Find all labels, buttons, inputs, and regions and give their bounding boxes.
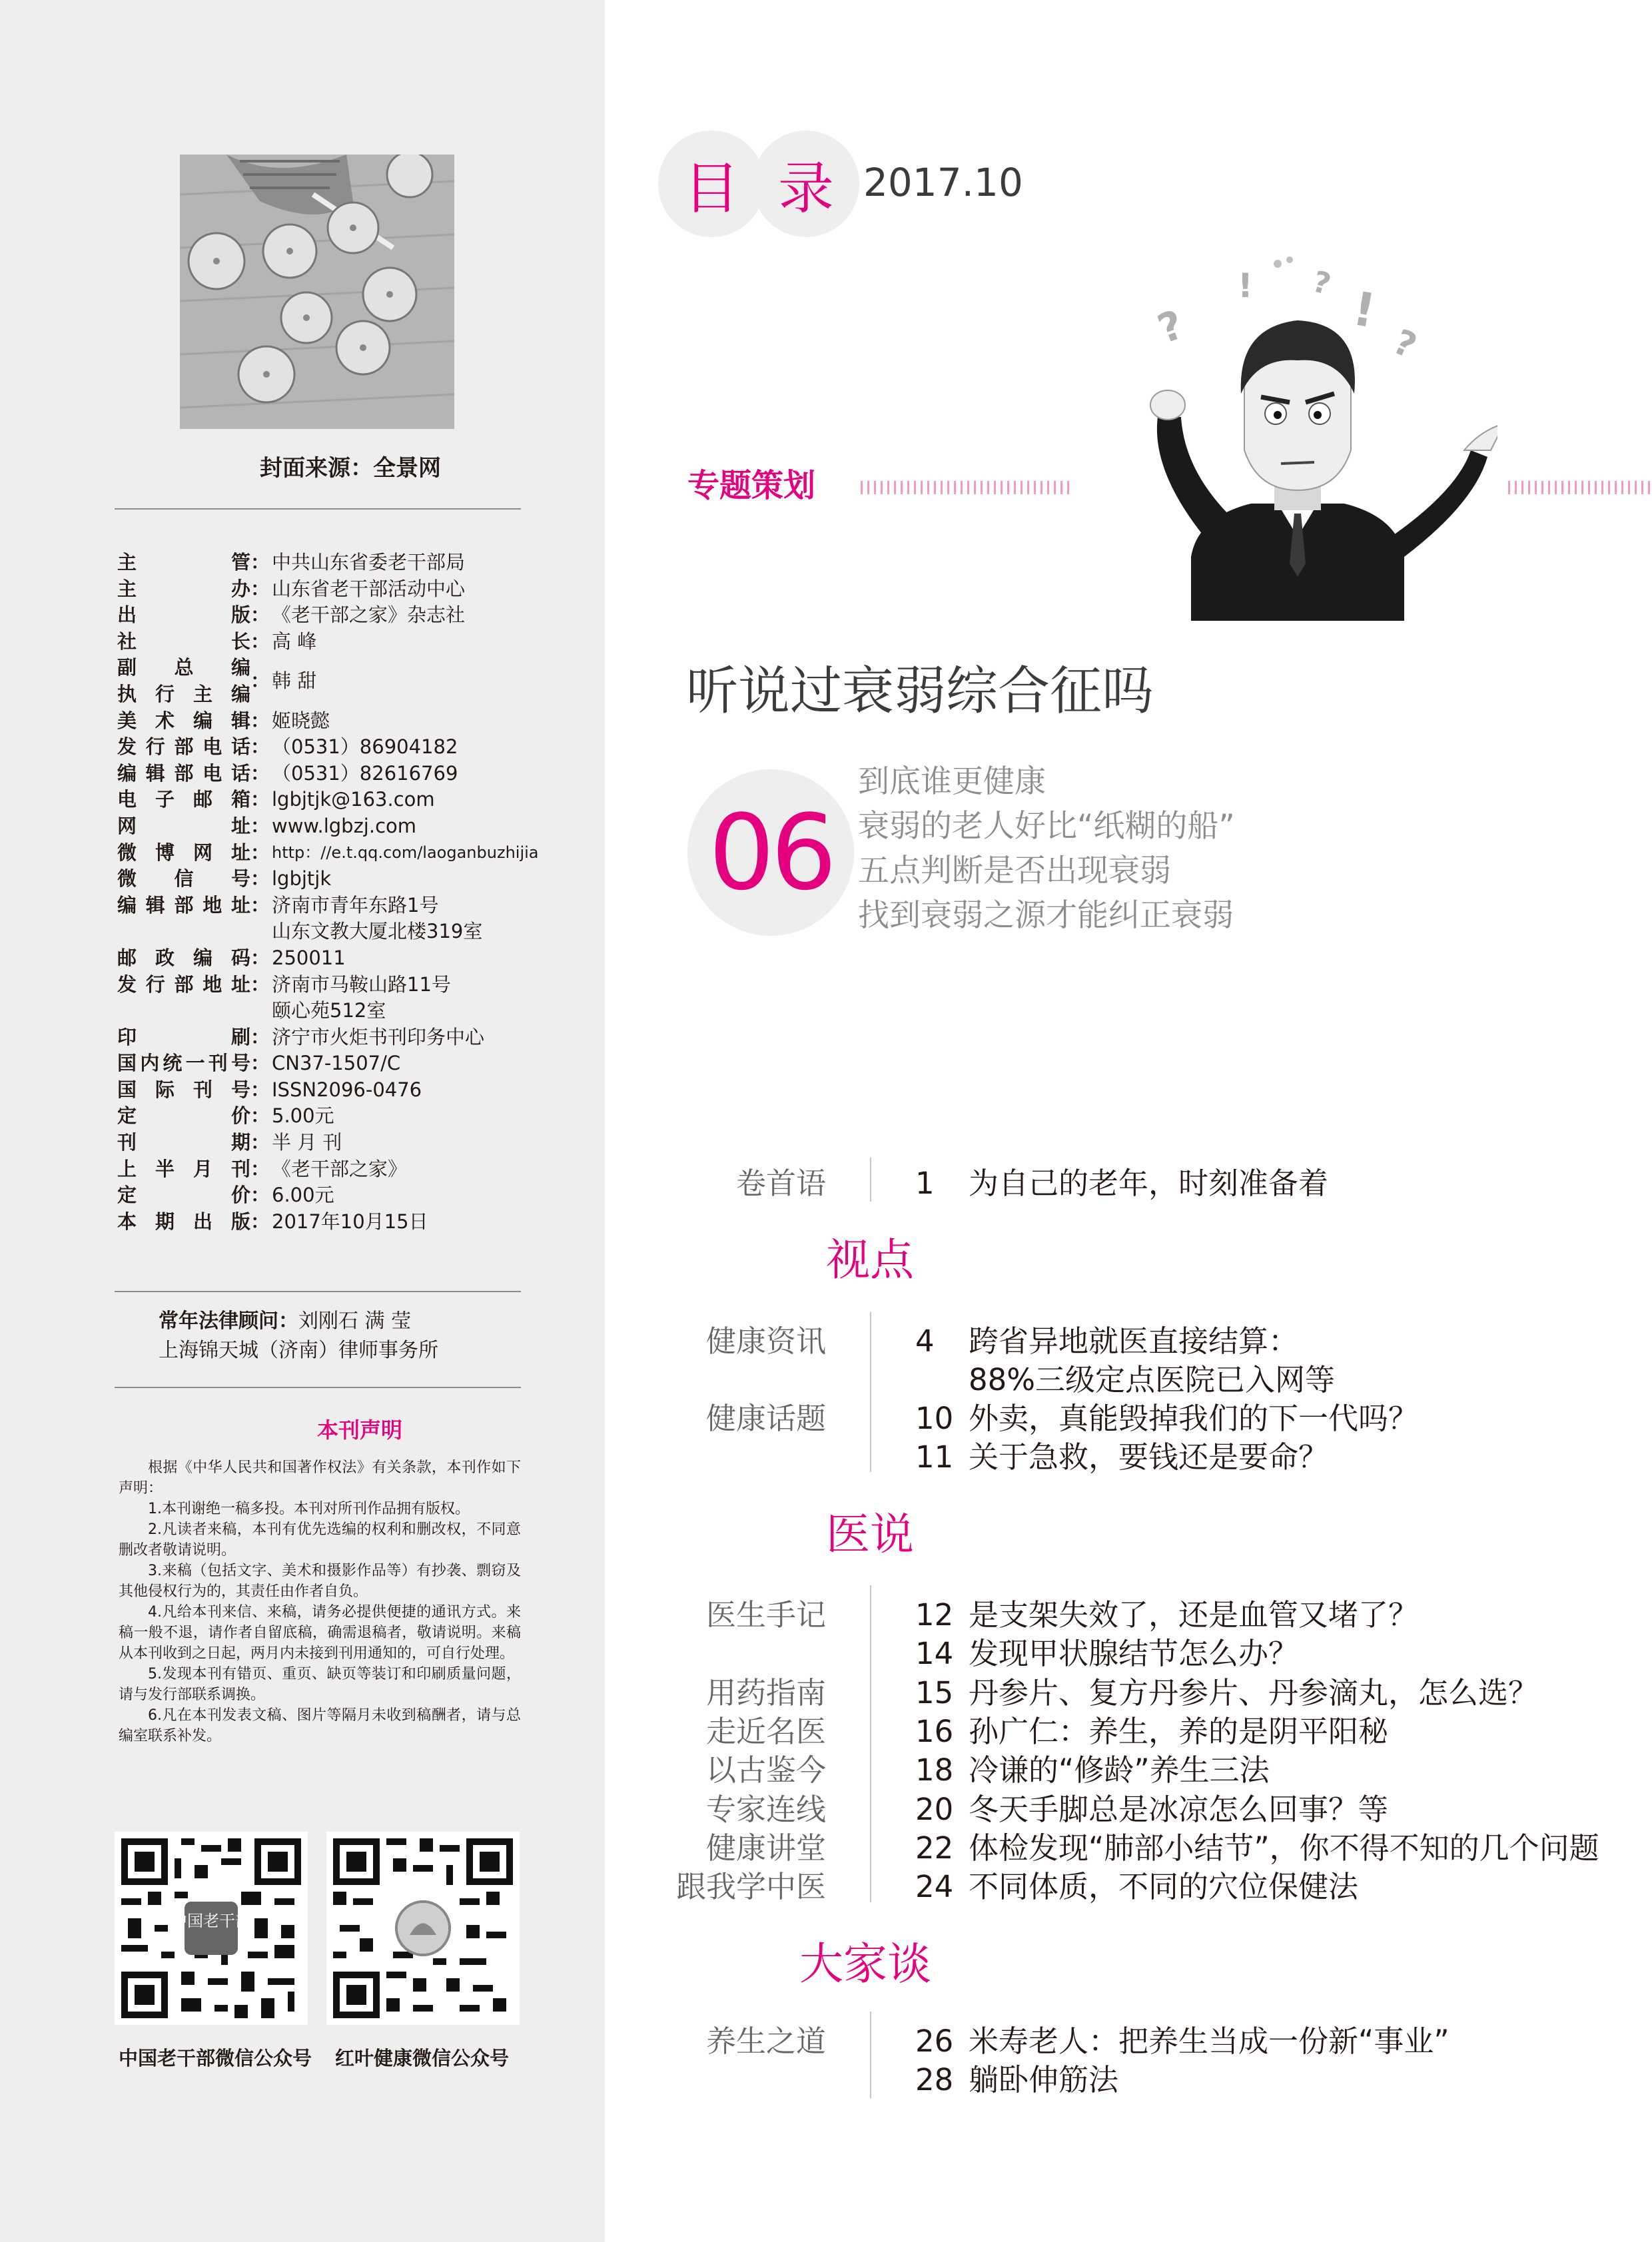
divider	[115, 508, 521, 510]
masthead-row: 印刷 ： 济宁市火炬书刊印务中心	[117, 1025, 485, 1048]
qr-logo-text: 中国老干部	[171, 1912, 251, 1930]
toc-entry[interactable]: 18 冷谦的“修龄”养生三法	[915, 1752, 1270, 1788]
masthead-row: 刊期 ： 半 月 刊	[117, 1131, 342, 1154]
legal-label: 常年法律顾问：	[159, 1309, 298, 1333]
masthead-row: 编辑部电话 ： （0531）82616769	[117, 761, 458, 785]
feature-page-number[interactable]: 06	[708, 792, 833, 913]
masthead-row: 网址 ： www.lgbzj.com	[117, 814, 417, 837]
masthead-row: 定价 ： 5.00元	[117, 1104, 334, 1128]
confused-man-illustration	[1111, 250, 1497, 621]
feature-title[interactable]: 听说过衰弱综合征吗	[686, 661, 1154, 721]
toc-entry[interactable]: 16 孙广仁：养生，养的是阴平阳秘	[915, 1714, 1389, 1749]
toc-category: 卷首语	[735, 1166, 826, 1201]
toc-category: 健康资讯	[705, 1323, 826, 1359]
masthead	[117, 550, 597, 1235]
masthead-row: 发行部地址 ： 济南市马鞍山路11号	[117, 972, 451, 996]
svg-text:!: !	[1238, 266, 1253, 305]
svg-text:?: ?	[1309, 264, 1335, 302]
svg-text:?: ?	[1387, 322, 1423, 367]
masthead-row: 美术编辑 ： 姬晓懿	[117, 709, 330, 732]
masthead-row: 副总编 执行主编 ： 韩 甜	[117, 656, 317, 705]
feature-subtopic[interactable]: 找到衰弱之源才能纠正衰弱	[858, 897, 1234, 934]
toc-entry[interactable]: 1 为自己的老年，时刻准备着	[915, 1166, 1329, 1201]
masthead-row: 编辑部地址 ： 济南市青年东路1号	[117, 893, 439, 917]
toc-category: 专家连线	[705, 1792, 826, 1827]
svg-text:?: ?	[1152, 301, 1190, 354]
toc-entry[interactable]: 22 体检发现“肺部小结节”，你不得不知的几个问题	[915, 1830, 1599, 1866]
toc-divider-line	[870, 1312, 871, 1472]
heading-circle: 目	[658, 131, 765, 237]
toc-category: 以古鉴今	[705, 1752, 826, 1788]
legal-firm: 上海锦天城（济南）律师事务所	[159, 1339, 438, 1362]
toc-entry[interactable]: 26 米寿老人：把养生当成一份新“事业”	[915, 2024, 1449, 2059]
feature-section-label: 专题策划	[687, 467, 816, 504]
toc-category: 跟我学中医	[675, 1869, 826, 1904]
sidebar	[0, 0, 605, 2242]
masthead-row: 微博网址 ： http：//e.t.qq.com/laoganbuzhijia	[117, 841, 539, 864]
notice-title: 本刊声明	[316, 1417, 402, 1443]
cover-photo	[180, 155, 454, 429]
svg-text:!: !	[1349, 280, 1380, 339]
masthead-row: 主办 ： 山东省老干部活动中心	[117, 577, 466, 600]
masthead-row: 国际刊号 ： ISSN2096-0476	[117, 1078, 422, 1101]
toc-category: 医生手记	[705, 1597, 826, 1633]
toc-category: 健康讲堂	[705, 1830, 826, 1866]
toc-category: 养生之道	[705, 2024, 826, 2059]
qr-caption: 中国老干部微信公众号	[119, 2047, 312, 2069]
toc-entry[interactable]: 11 关于急救，要钱还是要命？	[915, 1439, 1329, 1475]
masthead-row: 山东文教大厦北楼319室	[272, 920, 483, 943]
toc-entry[interactable]: 15 丹参片、复方丹参片、丹参滴丸，怎么选？	[915, 1675, 1539, 1710]
toc-entry[interactable]: 14 发现甲状腺结节怎么办？	[915, 1636, 1299, 1671]
divider	[115, 1387, 521, 1388]
feature-subtopics	[858, 759, 1235, 938]
toc-section-heading: 视点	[826, 1234, 914, 1286]
notice-body: 根据《中华人民共和国著作权法》有关条款，本刊作如下声明： 1.本刊谢绝一稿多投。本刊对所刊作品拥有版权。 2.凡读者来稿，本刊有优先选编的权利和删改权，不同意删改者敬请说明。 3.来稿（包括文字、美术和摄影作品等）有抄袭、剽窃及其他侵权行为的，其责任由作者自负。 4.凡给本刊来信、来稿，请务必提供便捷的通讯方式。来稿一般不退，请作者自留底稿，确需退稿者，敬请说明。来稿从本刊收到之日起，两月内未接到刊用通知的，可自行处理。 5.发现本刊有错页、重页、缺页等装订和印刷质量问题，请与发行部联系调换。 6.凡在本刊发表文稿、图片等隔月未收到稿酬者，请与总编室联系补发。	[119, 1459, 521, 1744]
masthead-row: 本期出版 ： 2017年10月15日	[117, 1210, 428, 1233]
feature-subtopic[interactable]: 到底谁更健康	[858, 763, 1046, 800]
masthead-row: 定价 ： 6.00元	[117, 1184, 334, 1207]
masthead-row: 邮政编码 ： 250011	[117, 946, 346, 969]
toc-divider-line	[870, 1158, 871, 1202]
masthead-row: 出版 ： 《老干部之家》杂志社	[117, 603, 466, 627]
issue-date: 2017.10	[863, 160, 1023, 205]
cover-source: 封面来源：全景网	[260, 455, 441, 482]
toc-entry[interactable]: 20 冬天手脚总是冰凉怎么回事？等	[915, 1792, 1389, 1827]
masthead-row: 社长 ： 高 峰	[117, 629, 317, 653]
toc-entry[interactable]: 10 外卖，真能毁掉我们的下一代吗？	[915, 1401, 1419, 1436]
masthead-row: 发行部电话 ： （0531）86904182	[117, 735, 458, 759]
toc-category: 走近名医	[705, 1714, 826, 1749]
decorative-tick-bar	[1508, 481, 1652, 494]
qr-caption: 红叶健康微信公众号	[335, 2047, 510, 2069]
masthead-row: 主管 ： 中共山东省委老干部局	[117, 551, 466, 573]
toc-entry-continued[interactable]: 88%三级定点医院已入网等	[969, 1362, 1336, 1397]
heading-circle: 录	[753, 131, 859, 237]
toc-section-heading: 大家谈	[799, 1938, 931, 1990]
feature-subtopic[interactable]: 五点判断是否出现衰弱	[858, 853, 1171, 889]
feature-subtopic[interactable]: 衰弱的老人好比“纸糊的船”	[858, 808, 1235, 845]
toc-entry[interactable]: 24 不同体质，不同的穴位保健法	[915, 1869, 1359, 1904]
toc-section-heading: 医说	[826, 1509, 914, 1560]
masthead-row: 上半月刊 ： 《老干部之家》	[117, 1157, 408, 1180]
decorative-tick-bar	[861, 481, 1072, 494]
toc-divider-line	[870, 1585, 871, 1902]
masthead-row: 颐心苑512室	[272, 999, 386, 1022]
legal-names: 刘刚石 满 莹	[298, 1309, 412, 1333]
toc-entry[interactable]: 12 是支架失效了，还是血管又堵了？	[915, 1597, 1419, 1633]
masthead-row: 电子邮箱 ： lgbjtjk@163.com	[117, 788, 435, 811]
toc-category: 健康话题	[705, 1401, 826, 1436]
toc-entry[interactable]: 28 躺卧伸筋法	[915, 2062, 1119, 2097]
masthead-row: 微信号 ： lgbjtjk	[117, 867, 332, 891]
masthead-row: 国内统一刊号 ： CN37-1507/C	[117, 1052, 401, 1075]
toc-category: 用药指南	[705, 1675, 826, 1710]
toc-divider-line	[870, 2012, 871, 2098]
toc-entry[interactable]: 4 跨省异地就医直接结算：	[915, 1323, 1299, 1359]
divider	[115, 1291, 521, 1292]
